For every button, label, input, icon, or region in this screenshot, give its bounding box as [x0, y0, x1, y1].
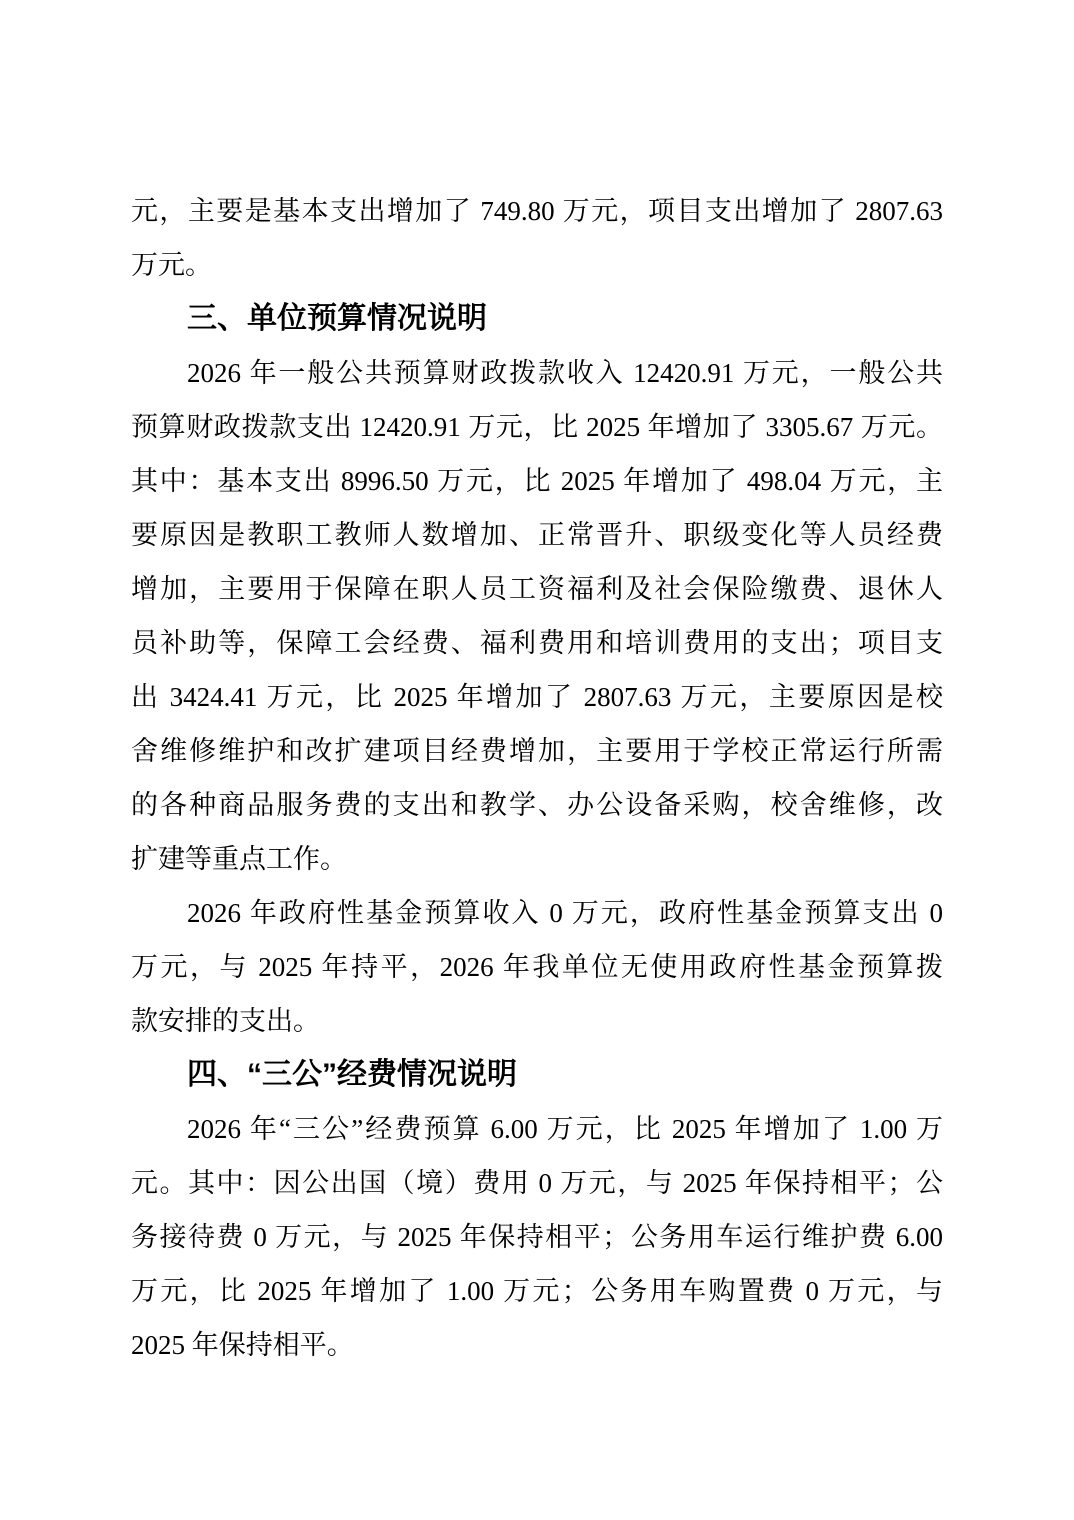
- body-line: 预算财政拨款支出 12420.91 万元，比 2025 年增加了 3305.67 万元。: [131, 412, 943, 442]
- body-line: 要原因是教职工教师人数增加、正常晋升、职级变化等人员经费: [131, 520, 943, 550]
- body-line: 增加，主要用于保障在职人员工资福利及社会保险缴费、退休人: [131, 574, 943, 604]
- body-line: 2026 年“三公”经费预算 6.00 万元，比 2025 年增加了 1.00 万: [187, 1114, 943, 1144]
- body-line: 舍维修维护和改扩建项目经费增加，主要用于学校正常运行所需: [131, 736, 943, 766]
- body-line: 务接待费 0 万元，与 2025 年保持相平；公务用车运行维护费 6.00: [131, 1222, 943, 1252]
- body-line: 元。其中：因公出国（境）费用 0 万元，与 2025 年保持相平；公: [131, 1168, 943, 1198]
- section-heading-unit-budget: 三、单位预算情况说明: [187, 302, 487, 335]
- body-line: 万元，比 2025 年增加了 1.00 万元；公务用车购置费 0 万元，与: [131, 1276, 943, 1306]
- body-line: 其中：基本支出 8996.50 万元，比 2025 年增加了 498.04 万元，主: [131, 466, 943, 496]
- body-line: 元，主要是基本支出增加了 749.80 万元，项目支出增加了 2807.63: [131, 196, 943, 226]
- section-heading-sangong-expenses: 四、“三公”经费情况说明: [187, 1058, 517, 1091]
- body-line: 员补助等，保障工会经费、福利费用和培训费用的支出；项目支: [131, 628, 943, 658]
- text-block: [131, 184, 943, 1372]
- body-line: 万元。: [131, 250, 212, 280]
- body-line: 款安排的支出。: [131, 1006, 320, 1036]
- body-line: 2026 年一般公共预算财政拨款收入 12420.91 万元，一般公共: [187, 358, 943, 388]
- body-line: 2026 年政府性基金预算收入 0 万元，政府性基金预算支出 0: [187, 898, 943, 928]
- body-line: 万元，与 2025 年持平，2026 年我单位无使用政府性基金预算拨: [131, 952, 943, 982]
- body-line: 出 3424.41 万元，比 2025 年增加了 2807.63 万元，主要原因是校: [131, 682, 943, 712]
- body-line: 2025 年保持相平。: [131, 1330, 354, 1360]
- body-line: 的各种商品服务费的支出和教学、办公设备采购，校舍维修，改: [131, 790, 943, 820]
- body-line: 扩建等重点工作。: [131, 844, 347, 874]
